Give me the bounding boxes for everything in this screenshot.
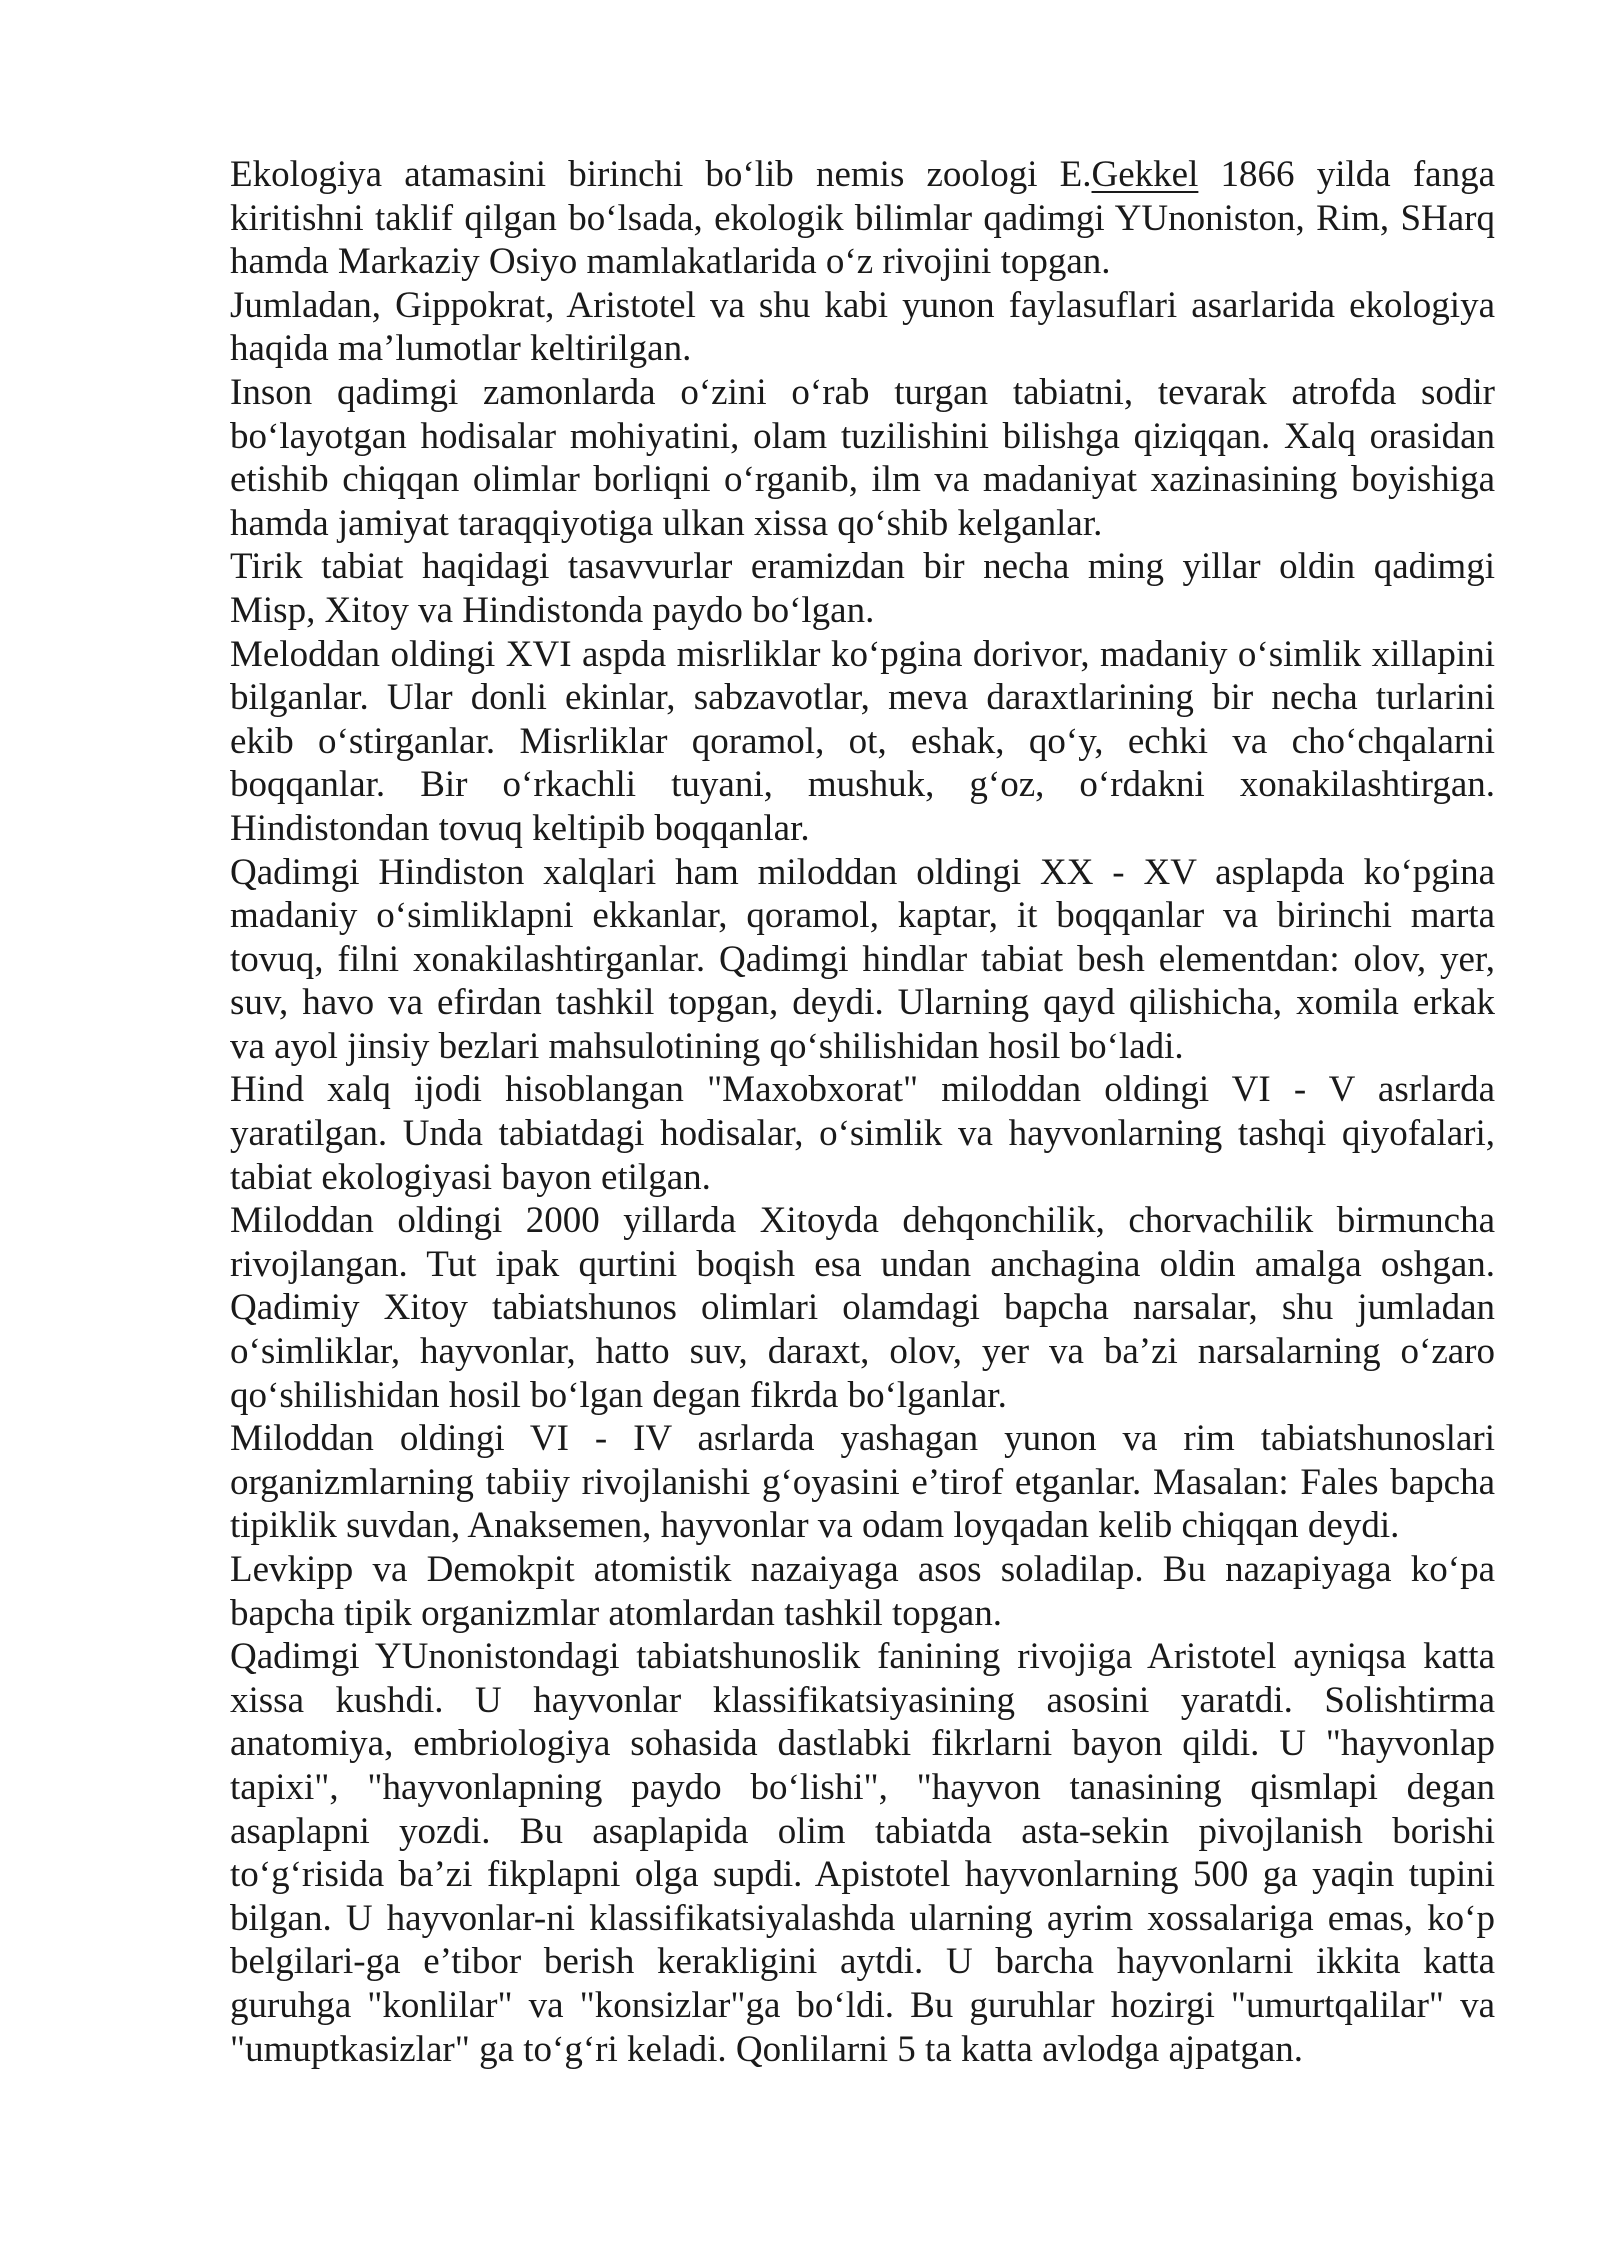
text-segment: 1866 yilda fanga xyxy=(1198,154,1496,195)
text-line: Miloddan oldingi VI - IV asrlarda yashagan yunon va rim tabiatshunoslari xyxy=(230,1418,1495,1460)
text-segment: Ekologiya atamasini birinchi bo‘lib nemis zoologi E. xyxy=(230,154,1092,195)
paragraph xyxy=(230,1548,1495,1635)
text-line: ekib o‘stirganlar. Misrliklar qoramol, ot, eshak, qo‘y, echki va cho‘chqalarni xyxy=(230,720,1495,762)
paragraph xyxy=(230,1635,1495,2071)
text-line: madaniy o‘simliklapni ekkanlar, qoramol, kaptar, it boqqanlar va birinchi marta xyxy=(230,895,1495,937)
text-line: bilgan. U hayvonlar-ni klassifikatsiyalashda ularning ayrim xossalariga emas, ko‘p xyxy=(230,1897,1495,1939)
text-line: Miloddan oldingi 2000 yillarda Xitoyda dehqonchilik, chorvachilik birmuncha xyxy=(230,1200,1495,1242)
text-line: Meloddan oldingi XVI aspda misrliklar ko‘pgina dorivor, madaniy o‘simlik xillapini xyxy=(230,633,1495,675)
text-line: belgilari-ga e’tibor berish kerakligini aytdi. U barcha hayvonlarni ikkita katta xyxy=(230,1941,1495,1983)
text-line: Levkipp va Demokpit atomistik nazaiyaga asos soladilap. Bu nazapiyaga ko‘pa xyxy=(230,1549,1495,1590)
text-line: to‘g‘risida ba’zi fikplapni olga supdi. Apistotel hayvonlarning 500 ga yaqin tupini xyxy=(230,1854,1495,1896)
text-line: Misp, Xitoy va Hindistonda paydo bo‘lgan. xyxy=(230,589,875,631)
text-line xyxy=(230,153,1495,197)
text-line: rivojlangan. Tut ipak qurtini boqish esa undan anchagina oldin amalga oshgan. xyxy=(230,1243,1495,1285)
text-line: asaplapni yozdi. Bu asaplapida olim tabiatda asta-sekin pivojlanish borishi xyxy=(230,1810,1495,1852)
text-line: haqida ma’lumotlar keltirilgan. xyxy=(230,328,692,370)
paragraph xyxy=(230,1068,1495,1199)
text-line: Qadimgi Hindiston xalqlari ham miloddan oldingi XX - XV asplapda ko‘pgina xyxy=(230,851,1495,893)
text-line: anatomiya, embriologiya sohasida dastlabki fikrlarni bayon qildi. U "hayvonlap xyxy=(230,1723,1495,1765)
text-line: Tirik tabiat haqidagi tasavvurlar eramizdan bir necha ming yillar oldin qadimgi xyxy=(230,546,1495,588)
paragraph xyxy=(230,371,1495,545)
text-line: boqqanlar. Bir o‘rkachli tuyani, mushuk, g‘oz, o‘rdakni xonakilashtirgan. xyxy=(230,764,1495,806)
text-line: bilganlar. Ular donli ekinlar, sabzavotlar, meva daraxtlarining bir necha turlarini xyxy=(230,677,1495,719)
text-line: "umuptkasizlar" ga to‘g‘ri keladi. Qonlilarni 5 ta katta avlodga ajpatgan. xyxy=(230,2028,1304,2070)
text-line: suv, havo va efirdan tashkil topgan, deydi. Ularning qayd qilishicha, xomila erkak xyxy=(230,982,1495,1024)
text-line: o‘simliklar, hayvonlar, hatto suv, daraxt, olov, yer va ba’zi narsalarning o‘zaro xyxy=(230,1331,1495,1373)
text-line: Qadimgi YUnonistondagi tabiatshunoslik fanining rivojiga Aristotel ayniqsa katta xyxy=(230,1636,1495,1678)
paragraph xyxy=(230,633,1495,851)
paragraph xyxy=(230,153,1495,284)
text-line: kiritishni taklif qilgan bo‘lsada, ekologik bilimlar qadimgi YUnoniston, Rim, SHarq xyxy=(230,197,1495,239)
text-line: hamda Markaziy Osiyo mamlakatlarida o‘z rivojini topgan. xyxy=(230,241,1111,283)
text-line: xissa kushdi. U hayvonlar klassifikatsiyasining asosini yaratdi. Solishtirma xyxy=(230,1679,1495,1721)
text-line: etishib chiqqan olimlar borliqni o‘rganib, ilm va madaniyat xazinasining boyishiga xyxy=(230,459,1495,501)
text-line: bapcha tipik organizmlar atomlardan tashkil topgan. xyxy=(230,1592,1002,1634)
text-line: guruhga "konlilar" va "konsizlar"ga bo‘ldi. Bu guruhlar hozirgi "umurtqalilar" va xyxy=(230,1984,1495,2026)
text-line: Jumladan, Gippokrat, Aristotel va shu kabi yunon faylasuflari asarlarida ekologiya xyxy=(230,284,1495,326)
text-line: yaratilgan. Unda tabiatdagi hodisalar, o‘simlik va hayvonlarning tashqi qiyofalari, xyxy=(230,1113,1495,1155)
text-line: qo‘shilishidan hosil bo‘lgan degan fikrda bo‘lganlar. xyxy=(230,1374,1007,1416)
text-line: tabiat ekologiyasi bayon etilgan. xyxy=(230,1156,711,1198)
text-line: va ayol jinsiy bezlari mahsulotining qo‘shilishidan hosil bo‘ladi. xyxy=(230,1025,1184,1067)
text-line: tapixi", "hayvonlapning paydo bo‘lishi", "hayvon tanasining qismlapi degan xyxy=(230,1766,1495,1808)
text-line: Inson qadimgi zamonlarda o‘zini o‘rab turgan tabiatni, tevarak atrofda sodir xyxy=(230,371,1495,413)
text-line: tovuq, filni xonakilashtirganlar. Qadimgi hindlar tabiat besh elementdan: olov, yer, xyxy=(230,938,1495,980)
text-line: bo‘layotgan hodisalar mohiyatini, olam tuzilishini bilishga qiziqqan. Xalq orasidan xyxy=(230,415,1495,457)
text-line: organizmlarning tabiiy rivojlanishi g‘oyasini e’tirof etganlar. Masalan: Fales bapcha xyxy=(230,1461,1495,1503)
paragraph xyxy=(230,851,1495,1069)
text-line: Hind xalq ijodi hisoblangan "Maxobxorat" miloddan oldingi VI - V asrlarda xyxy=(230,1069,1495,1111)
paragraph xyxy=(230,545,1495,632)
paragraph xyxy=(230,284,1495,371)
paragraph xyxy=(230,1199,1495,1417)
text-line: Qadimiy Xitoy tabiatshunos olimlari olamdagi bapcha narsalar, shu jumladan xyxy=(230,1287,1495,1329)
text-line: Hindistondan tovuq keltipib boqqanlar. xyxy=(230,807,810,849)
gekkel-link[interactable]: Gekkel xyxy=(1091,154,1199,195)
paragraph xyxy=(230,1417,1495,1548)
text-line: tipiklik suvdan, Anaksemen, hayvonlar va odam loyqadan kelib chiqqan deydi. xyxy=(230,1505,1400,1547)
body-text xyxy=(230,153,1495,2071)
text-line: hamda jamiyat taraqqiyotiga ulkan xissa qo‘shib kelganlar. xyxy=(230,502,1103,544)
